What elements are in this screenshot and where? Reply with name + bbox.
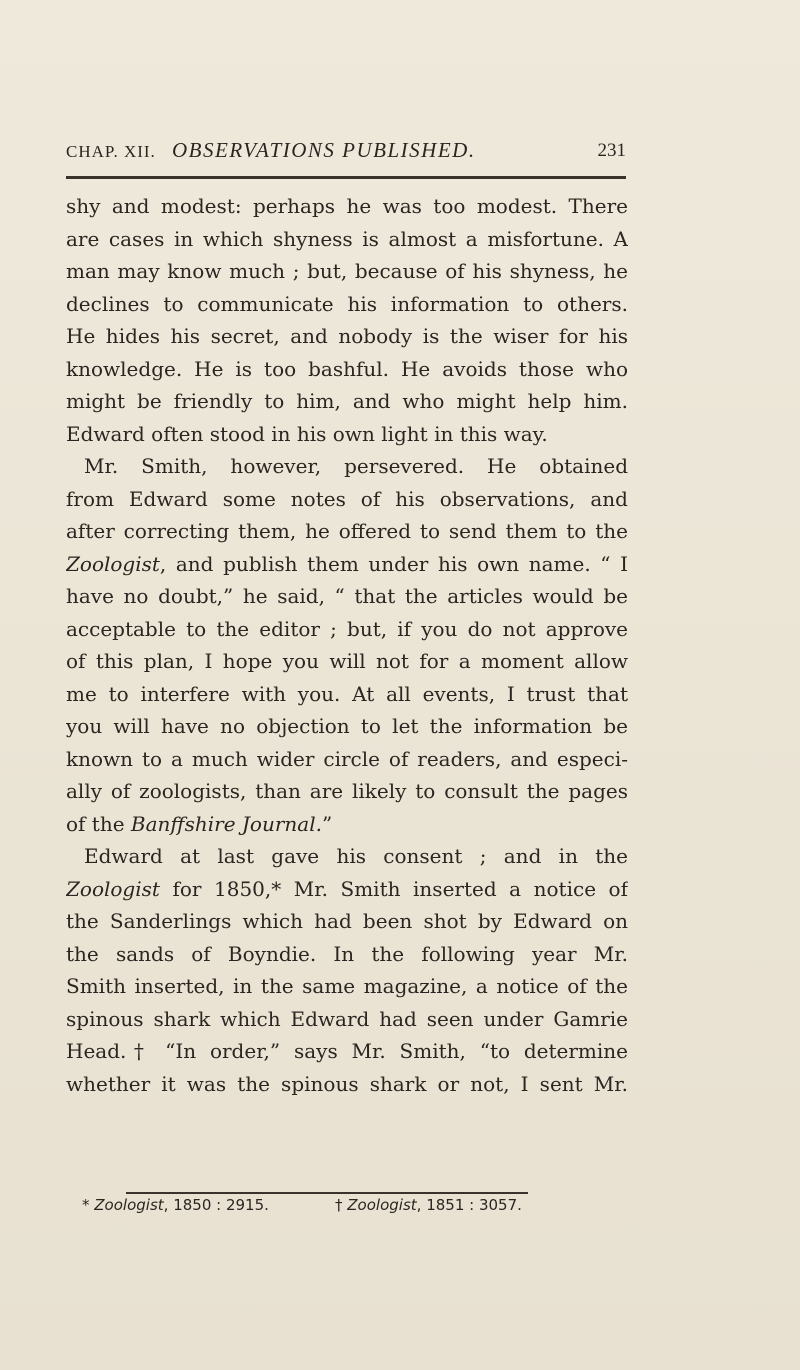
text-line: Edward often stood in his own light in this way. xyxy=(66,421,548,446)
text-line: whether it was the spinous shark or not, I sent Mr. xyxy=(66,1071,628,1096)
text-line: from Edward some notes of his observations, and xyxy=(66,486,628,511)
text-line: Mr. Smith, however, persevered. He obtained xyxy=(84,454,628,478)
italic-source: Banffshire Journal. xyxy=(130,811,322,836)
italic-source: Zoologist xyxy=(66,876,160,901)
footnote-mark: * xyxy=(82,1196,95,1214)
text-line: the sands of Boyndie. In the following year Mr. xyxy=(66,941,628,966)
text-line: the Sanderlings which had been shot by Edward on xyxy=(66,909,628,933)
text-line: declines to communicate his information to others. xyxy=(66,291,628,316)
italic-source: Zoologist xyxy=(66,551,160,576)
text-line: spinous shark which Edward had seen under Gamrie xyxy=(66,1006,628,1031)
closing-quote: ” xyxy=(321,811,333,836)
text-line: Edward at last gave his consent ; and in the xyxy=(84,844,628,868)
chapter-label: CHAP. XII. xyxy=(66,142,156,161)
text-line: He hides his secret, and nobody is the wiser for his xyxy=(66,324,628,348)
page-number: 231 xyxy=(597,140,626,161)
footnote-rule xyxy=(126,1192,528,1194)
footnote-source: Zoologist xyxy=(94,1196,164,1214)
line-start: of the xyxy=(66,811,131,836)
running-header xyxy=(66,138,626,168)
footnote-source: Zoologist xyxy=(347,1196,417,1214)
text-line: known to a much wider circle of readers, and especi- xyxy=(66,746,628,771)
text-line: of this plan, I hope you will not for a moment allow xyxy=(66,649,628,673)
text-line: shy and modest: perhaps he was too modest. There xyxy=(66,194,628,218)
text-line: ally of zoologists, than are likely to consult the pages xyxy=(66,779,628,803)
body-text xyxy=(66,190,628,1100)
footnote-mark: † xyxy=(335,1196,348,1214)
line-rest: for 1850,* Mr. Smith inserted a notice of xyxy=(159,876,628,901)
text-line: man may know much ; but, because of his shyness, he xyxy=(66,259,628,283)
text-line: Head.† “In order,” says Mr. Smith, “to determine xyxy=(66,1039,628,1063)
text-line: me to interfere with you. At all events, I trust that xyxy=(66,681,628,706)
running-title: OBSERVATIONS PUBLISHED. xyxy=(172,138,476,162)
header-rule xyxy=(66,176,626,179)
text-line: knowledge. He is too bashful. He avoids those who xyxy=(66,356,628,381)
text-line: are cases in which shyness is almost a misfortune. A xyxy=(66,226,628,251)
text-line: have no doubt,” he said, “ that the articles would be xyxy=(66,584,628,608)
text-line: Smith inserted, in the same magazine, a notice of the xyxy=(66,974,628,998)
footnote-ref: , 1850 : 2915. xyxy=(163,1196,269,1214)
text-line: acceptable to the editor ; but, if you do not approve xyxy=(66,616,628,641)
text-line xyxy=(66,548,628,581)
text-line xyxy=(66,873,628,906)
text-line xyxy=(66,808,628,841)
line-rest: , and publish them under his own name. “ I xyxy=(159,551,628,576)
footnote-1 xyxy=(82,1196,269,1214)
footnote-2 xyxy=(335,1196,522,1214)
text-line: after correcting them, he offered to send them to the xyxy=(66,519,628,543)
text-line: you will have no objection to let the information be xyxy=(66,714,628,738)
footnote-ref: , 1851 : 3057. xyxy=(416,1196,522,1214)
text-line: might be friendly to him, and who might help him. xyxy=(66,389,628,413)
